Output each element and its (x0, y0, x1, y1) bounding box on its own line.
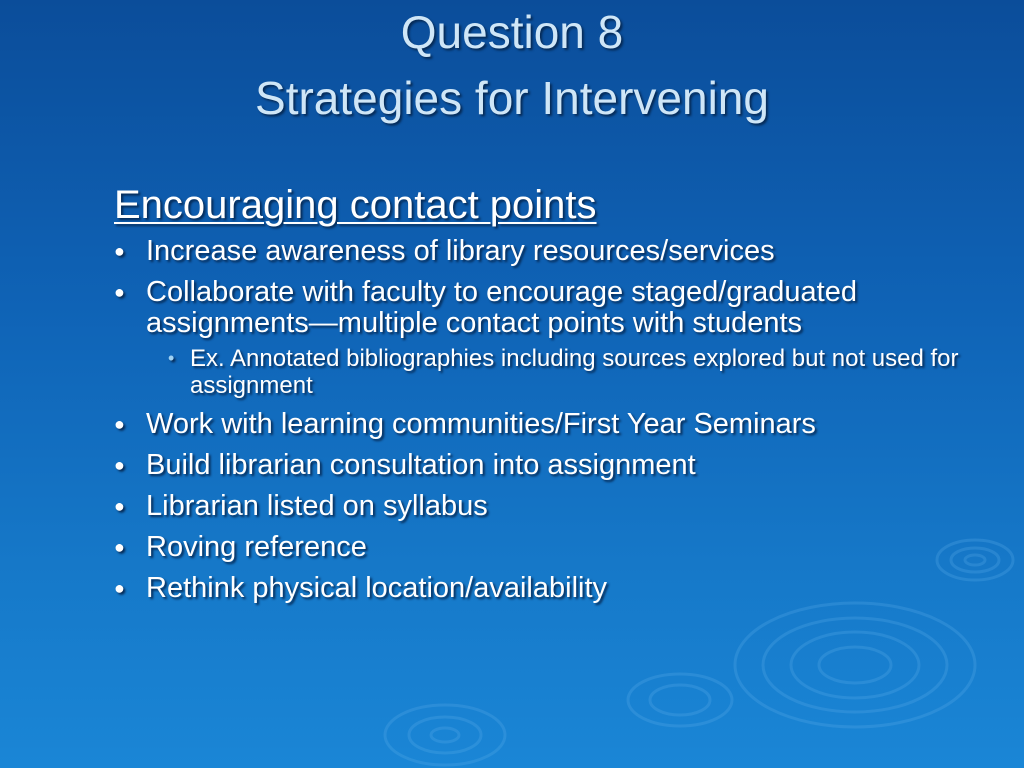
slide-title (0, 0, 1024, 126)
bullet-item (114, 573, 964, 604)
sub-bullet-list (146, 345, 964, 399)
bullet-text: Collaborate with faculty to encourage staged/graduated assignments—multiple contact points with students (146, 276, 857, 339)
bullet-text: Increase awareness of library resources/services (146, 235, 775, 267)
bullet-item (114, 277, 964, 399)
sub-bullet-item (146, 345, 964, 399)
bullet-dot-icon: ● (114, 282, 125, 302)
bullet-item (114, 450, 964, 481)
bullet-text: Librarian listed on syllabus (146, 490, 488, 522)
bullet-text: Roving reference (146, 531, 367, 563)
bullet-text: Rethink physical location/availability (146, 572, 608, 604)
bullet-item (114, 236, 964, 267)
bullet-dot-icon: ● (114, 578, 125, 598)
bullet-dot-icon: ● (114, 241, 125, 261)
bullet-item (114, 409, 964, 440)
bullet-dot-icon: ● (114, 455, 125, 475)
bullet-dot-icon: ● (114, 537, 125, 557)
bullet-text: Build librarian consultation into assignment (146, 449, 696, 481)
bullet-dot-icon: ● (114, 414, 125, 434)
bullet-text: Work with learning communities/First Year Seminars (146, 408, 816, 440)
sub-bullet-dot-icon: • (168, 348, 175, 368)
slide-body (114, 178, 964, 604)
sub-bullet-text: Ex. Annotated bibliographies including sources explored but not used for assignment (190, 345, 959, 399)
bullet-list (114, 236, 964, 604)
section-heading: Encouraging contact points (114, 183, 597, 227)
bullet-item (114, 491, 964, 522)
slide-title-line2: Strategies for Intervening (255, 72, 769, 124)
bullet-dot-icon: ● (114, 496, 125, 516)
bullet-item (114, 532, 964, 563)
slide-title-line1: Question 8 (400, 6, 624, 58)
